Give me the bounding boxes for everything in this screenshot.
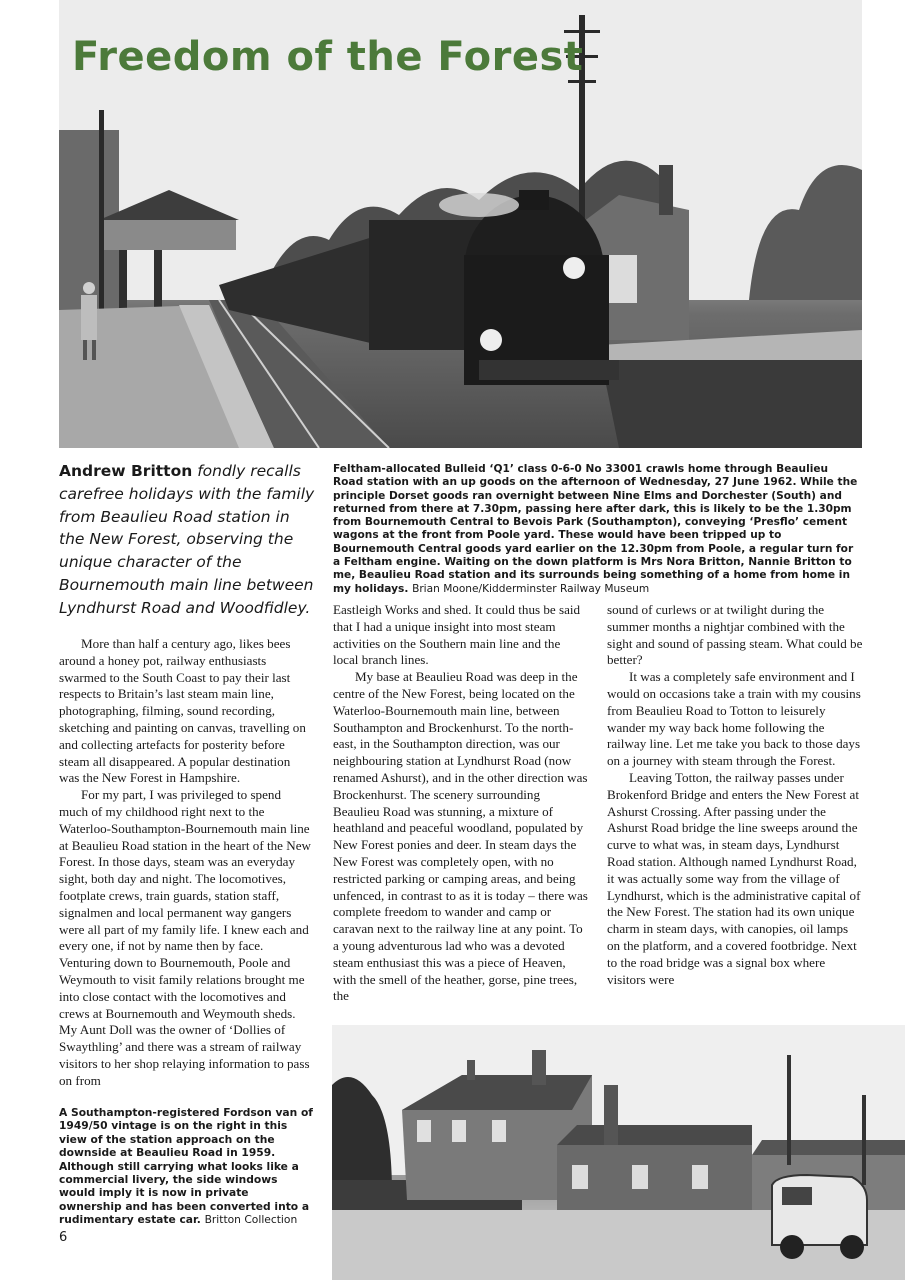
paragraph: For my part, I was privileged to spend much of my childhood right next to the Waterloo-Southampton-Bournemouth main line at Beaulieu Road station in the heart of the New Forest. In those days, steam was an everyday sight, both day and night. The locomotives, footplate crews, train guards, station staff, signalmen and local permanent way gangers were all part of my family life. I knew each and every one, if not by name then by face. Venturing down to Bournemouth, Poole and Weymouth to visit family relations brought me into close contact with the locomotives and crews at Bournemouth and Weymouth sheds. My Aunt Doll was the owner of ‘Dollies of Swaythling’ and there was a stream of railway visitors to her shop relaying information to pass on from <box>59 787 311 1088</box>
bottom-caption-text: A Southampton-registered Fordson van of 1949/50 vintage is on the right in this view of the station approach on the downside at Beaulieu Road in 1959. Although still carrying what looks like a commercial livery, the side windows would imply it is now in private ownership and has been converted into a rudimentary estate car. <box>59 1106 313 1227</box>
article-intro <box>59 460 319 620</box>
bottom-photo-caption <box>59 1106 314 1227</box>
paragraph: It was a completely safe environment and I would on occasions take a train with my cousins from Beaulieu Road to Totton to leisurely wander my way back home following the railway line. Let me take you back to those days on a journey with steam through the Forest. <box>607 669 861 769</box>
top-photo-caption <box>333 463 861 596</box>
body-column-2 <box>333 602 588 1005</box>
top-photo-credit: Brian Moone/Kidderminster Railway Museum <box>412 582 650 595</box>
author-name: Andrew Britton <box>59 462 193 480</box>
paragraph: My base at Beaulieu Road was deep in the centre of the New Forest, being located on the Waterloo-Bournemouth main line, between Southampton and Brockenhurst. To the north-east, in the Southampton direction, was our neighbouring station at Lyndhurst Road (now renamed Ashurst), and in the other direction was Brockenhurst. The scenery surrounding Beaulieu Road was stunning, a mixture of heathland and peaceful woodland, populated by New Forest ponies and deer. In steam days the New Forest was completely open, with no restricted parking or camping areas, and being unfenced, in contrast to as it is today – there was complete freedom to wander and camp or caravan next to the railway line at any point. To a young adventurous lad who was a devoted steam enthusiast this was a piece of Heaven, with the smell of the heather, gorse, pine trees, the <box>333 669 588 1004</box>
top-caption-text: Feltham-allocated Bulleid ‘Q1’ class 0-6-0 No 33001 crawls home through Beaulieu Road station with an up goods on the afternoon of Wednesday, 27 June 1962. While the principle Dorset goods ran overnight between Nine Elms and Dorchester (South) and returned from there at 7.30pm, passing here after dark, this is likely to be the 1.30pm from Bournemouth Central to Bevois Park (Southampton), conveying ‘Presflo’ cement wagons at the front from Poole yard. These would have been tripped up to Bournemouth Central goods yard earlier on the 12.30pm from Poole, a regular turn for a Feltham engine. Waiting on the down platform is Mrs Nora Britton, Nannie Britton to me, Beaulieu Road station and its surrounds being something of a home from home in my holidays. <box>333 463 858 595</box>
body-column-3 <box>607 602 863 988</box>
paragraph: Eastleigh Works and shed. It could thus be said that I had a unique insight into most steam activities on the Southern main line and the local branch lines. <box>333 602 581 668</box>
page-number: 6 <box>59 1230 68 1245</box>
top-photograph <box>59 0 862 448</box>
body-column-1 <box>59 636 313 1090</box>
paragraph: Leaving Totton, the railway passes under Brokenford Bridge and enters the New Forest at Ashurst Crossing. After passing under the Ashurst Road bridge the line sweeps around the curve to what was, in steam days, Lyndhurst Road station. Although named Lyndhurst Road, it was actually some way from the village of Lyndhurst, which is the administrative capital of the New Forest. The station had its own unique charm in steam days, with canopies, oil lamps on the platform, and a covered footbridge. Next to the road bridge was a signal box where visitors were <box>607 769 861 987</box>
paragraph: sound of curlews or at twilight during the summer months a nightjar combined with the sight and sound of passing steam. What could be better? <box>607 602 863 668</box>
page-headline: Freedom of the Forest <box>72 34 584 80</box>
intro-text: fondly recalls carefree holidays with the family from Beaulieu Road station in the New Forest, observing the unique character of the Bournemouth main line between Lyndhurst Road and Woodfidley. <box>59 462 315 617</box>
paragraph: More than half a century ago, likes bees around a honey pot, railway enthusiasts swarmed to the South Coast to pay their last respects to Britain’s last steam main line, photographing, filming, sound recording, sketching and painting on canvas, travelling on and collecting artefacts for posterity before steam all disappeared. A popular destination was the New Forest in Hampshire. <box>59 636 306 786</box>
station-approach-image <box>332 1025 905 1280</box>
bottom-photograph <box>332 1025 905 1280</box>
bottom-photo-credit: Britton Collection <box>204 1213 298 1227</box>
